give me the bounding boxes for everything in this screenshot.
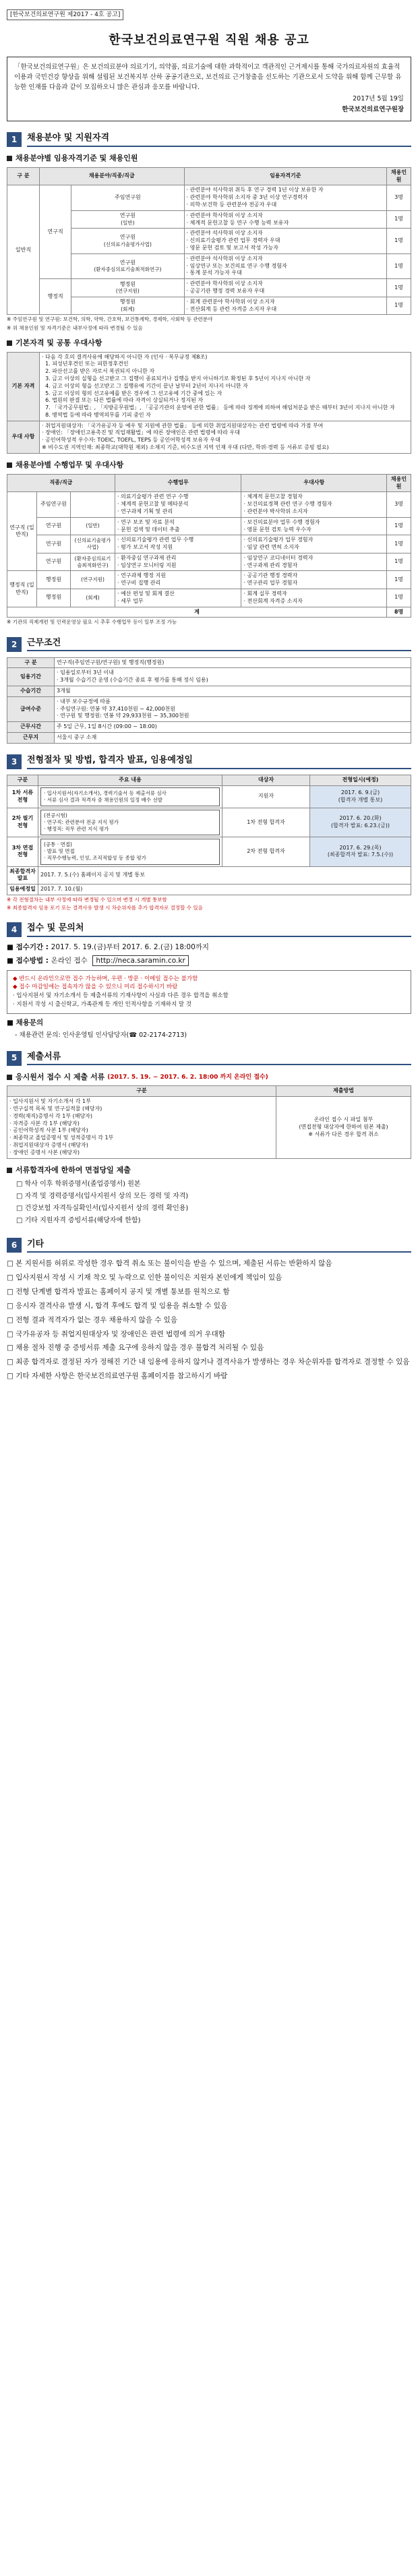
- field-sub: (일반): [71, 517, 115, 535]
- track-cell: 연구직 (일반직): [7, 492, 37, 571]
- row-item: · 다음 각 호의 결격사유에 해당하지 아니한 자 (인사 · 복무규정 제8조): [42, 353, 208, 360]
- qualification-notes: [7, 316, 411, 331]
- intro-text: 「한국보건의료연구원」은 보건의료분야 의료기기, 의약품, 의료기술에 대한 과학적이고 객관적인 근거제시를 통해 국가의료자원의 효율적 이용과 국민건강 향상을 위해 설립된 보건복지부 산하 공공기관으로, 보건의료 근거창출을 선도하는 기관으로서 도약을 위해 함께 근무할 유능한 인재를 다음과 같이 모집하오니 많은 관심과 응모를 바랍니다.: [14, 63, 402, 91]
- table-row: [7, 589, 411, 607]
- field-sub: (환자중심의료기술최적화연구): [94, 266, 162, 273]
- target-cell: 지원자: [222, 785, 310, 808]
- table-header: 대상자: [222, 775, 310, 785]
- field-sub: (회계): [121, 305, 135, 312]
- subsection-basic-head: [7, 338, 411, 349]
- section-3-title: 전형절차 및 방법, 합격자 발표, 임용예정일: [27, 754, 411, 769]
- field-name: 행정원: [119, 299, 136, 305]
- apply-period-value: 2017. 5. 19.(금)부터 2017. 6. 2.(금) 18:00까지: [51, 943, 210, 952]
- count-cell: 1명: [387, 229, 411, 253]
- table-row: [7, 696, 411, 721]
- row-label: 근무지: [7, 732, 55, 743]
- table-header: 제출방법: [276, 1086, 411, 1097]
- inquiry-head: [7, 1018, 411, 1027]
- square-bullet-icon: ■: [7, 1018, 16, 1027]
- table-header: 구분: [7, 775, 38, 785]
- row-value: 서울시 중구 소재: [55, 732, 411, 743]
- track-cell: 연구직: [40, 185, 71, 279]
- square-bullet-icon: [7, 1075, 12, 1080]
- row-label: 급여수준: [7, 696, 55, 721]
- table-row: [7, 571, 411, 589]
- pref-cell: · 회계 실무 경력자 · 전산회계 자격증 소지자: [241, 589, 387, 607]
- criteria-cell: · 관련분야 학사학위 이상 소지자 · 체계적 문헌고찰 등 연구 수행 능력 보유자: [184, 210, 386, 229]
- stage-cell: 3차 면접전형: [7, 837, 38, 866]
- count-cell: 1명: [387, 571, 411, 589]
- content-box: (공통 · 면접) · 발표 및 면접 · 직무수행능력, 인성, 조직적합성 등 종합 평가: [40, 839, 220, 864]
- count-cell: 1명: [387, 589, 411, 607]
- section-4-number: 4: [7, 922, 22, 937]
- row-item: · 장애인: 「장애인고용촉진 및 직업재활법」에 따른 장애인은 관련 법령에 따라 우대: [42, 429, 240, 436]
- row-value: · 내부 보수규정에 따름 · 주임연구원: 연봉 약 37,410천원 ~ 42,000천원 · 연구원 및 행정원: 연봉 약 29,933천원 ~ 35,300천원: [55, 696, 411, 721]
- announcement-signer: 한국보건의료연구원장: [342, 106, 404, 114]
- row-value: 연구직(주임연구원/연구원) 및 행정직(행정원): [55, 657, 411, 668]
- apply-method-label: 접수방법: [16, 957, 44, 965]
- table-row: [7, 492, 411, 517]
- table-row: [7, 668, 411, 686]
- table-header: 채용인원: [387, 474, 411, 492]
- field-cell: [71, 253, 184, 278]
- table-row: [7, 421, 411, 453]
- work-condition-table: [7, 657, 411, 744]
- content-cell: [38, 808, 222, 837]
- duty-table: [7, 474, 411, 618]
- field-cell: [71, 279, 184, 297]
- criteria-cell: · 관련분야 석사학위 이상 소지자 · 신의료기술평가 관련 업무 경력자 우대 · 영문 문헌 검토 및 보고서 작성 가능자: [184, 229, 386, 253]
- table-row: [7, 785, 411, 808]
- row-label: 구 분: [7, 657, 55, 668]
- row-item: 4. 금고 이상의 형을 선고받고 그 집행유예 기간이 끝난 날부터 2년이 지나지 아니한 자: [42, 382, 248, 389]
- list-item: □ 건강보험 자격득실확인서(입사지원서 상의 경력 확인용): [16, 1205, 189, 1213]
- intro-box: [7, 57, 411, 121]
- table-row: [7, 808, 411, 837]
- table-header: 우대사항: [241, 474, 387, 492]
- row-item: 1. 피성년후견인 또는 피한정후견인: [42, 361, 129, 367]
- inquiry-title: 채용문의: [16, 1018, 44, 1027]
- count-cell: 3명: [387, 492, 411, 517]
- square-bullet-icon: [7, 1168, 12, 1173]
- section-6-number: 6: [7, 1238, 22, 1253]
- table-note: ※ 주임연구원 및 연구원: 보건학, 의학, 약학, 간호학, 보건통계학, 경제학, 사회학 등 관련분야: [7, 316, 213, 323]
- section-5-head: [7, 1051, 411, 1066]
- section-4-title: 접수 및 문의처: [27, 922, 411, 937]
- count-cell: 1명: [387, 535, 411, 553]
- target-cell: 2차 전형 합격자: [222, 837, 310, 866]
- row-item: 3. 금고 이상의 실형을 선고받고 그 집행이 종료되거나 집행을 받지 아니하기로 확정된 후 5년이 지나지 아니한 자: [42, 375, 311, 382]
- criteria-cell: · 회계 관련분야 학사학위 이상 소지자 · 전산회계 등 관련 자격증 소지자 우대: [184, 297, 386, 315]
- notice-item: · 지원서 작성 시 출신학교, 가족관계 등 개인 인적사항을 기재하지 말 것: [13, 1000, 192, 1008]
- duty-cell: · 연구과제 행정 지원 · 연구비 집행 관리: [115, 571, 241, 589]
- list-item: □ 국가유공자 등 취업지원대상자 및 장애인은 관련 법령에 의거 우대함: [7, 1329, 225, 1338]
- row-value: 주 5일 근무, 1일 8시간 (09:00 ~ 18:00): [55, 722, 411, 733]
- section-6-title: 기타: [27, 1238, 411, 1253]
- table-row: [7, 732, 411, 743]
- field-cell: [71, 185, 184, 210]
- document-item: · 공인어학성적 사본 1부 (해당자): [9, 1127, 88, 1134]
- field-sub: (회계): [71, 589, 115, 607]
- field-name: 연구원: [37, 535, 71, 553]
- document-item: · 경력(재직)증명서 각 1부 (해당자): [9, 1112, 93, 1119]
- row-item: 7. 「국가공무원법」, 「지방공무원법」, 「공공기관의 운영에 관한 법률」 등에 따라 징계에 의하여 해임처분을 받은 때부터 3년이 지나지 아니한 자: [42, 405, 395, 411]
- row-value: 3개월: [55, 686, 411, 696]
- list-item: □ 기타 자세한 사항은 한국보건의료연구원 홈페이지를 참고하시기 바람: [7, 1372, 228, 1381]
- row-item: 2. 파산선고를 받은 자로서 복권되지 아니한 자: [42, 368, 155, 375]
- section-2-head: [7, 637, 411, 652]
- subsection-highlight: (2017. 5. 19. ~ 2017. 6. 2. 18:00 까지 온라인 접수): [107, 1073, 268, 1081]
- table-row: [7, 686, 411, 696]
- row-item: 5. 금고 이상의 형의 선고유예를 받은 경우에 그 선고유예 기간 중에 있는 자: [42, 390, 222, 396]
- table-row: [7, 837, 411, 866]
- documents-list-cell: [7, 1097, 276, 1158]
- square-bullet-icon: [7, 156, 12, 161]
- apply-period: ■ 접수기간 : 2017. 5. 19.(금)부터 2017. 6. 2.(금) 18:00까지: [7, 943, 210, 952]
- date-cell: 2017. 6. 20.(화) (합격자 발표: 6.23.(금)): [310, 808, 411, 837]
- list-item: □ 채용 절차 진행 중 증빙서류 제출 요구에 응하지 않을 경우 불합격 처리될 수 있음: [7, 1344, 264, 1352]
- subsection-title: 기본자격 및 공통 우대사항: [16, 338, 102, 347]
- apply-url-link[interactable]: http://neca.saramin.co.kr: [92, 955, 188, 966]
- count-cell: 1명: [387, 297, 411, 315]
- row-item: 8. 병역법 등에 따라 병역의무를 기피 중인 자: [42, 411, 151, 418]
- total-value: 8명: [387, 607, 411, 618]
- field-name: 행정원: [119, 280, 136, 287]
- pref-cell: · 신의료기술평가 업무 경험자 · 임상 관련 면허 소지자: [241, 535, 387, 553]
- duty-cell: · 의료기술평가 관련 연구 수행 · 체계적 문헌고찰 및 메타분석 · 연구과제 기획 및 관리: [115, 492, 241, 517]
- document-item: · 자격증 사본 각 1부 (해당자): [9, 1120, 80, 1127]
- selection-process-table: [7, 775, 411, 895]
- section-1-head: [7, 132, 411, 147]
- row-content: [40, 421, 411, 453]
- announcement-date: 2017년 5월 19일: [353, 94, 404, 102]
- pref-cell: · 체계적 문헌고찰 경험자 · 보건의료정책 관련 연구 수행 경험자 · 관련분야 박사학위 소지자: [241, 492, 387, 517]
- track-cell: 행정직: [40, 279, 71, 315]
- subsection-title: 응시원서 접수 시 제출 서류: [16, 1072, 105, 1081]
- submit-method-cell: 온라인 접수 시 파일 첨부 (면접전형 대상자에 한하여 원본 제출) ※ 서류가 다른 경우 합격 취소: [276, 1097, 411, 1158]
- group-cell: 일반직: [7, 185, 40, 315]
- section-6-head: [7, 1238, 411, 1253]
- document-item: · 입사지원서 및 자기소개서 각 1부: [9, 1098, 91, 1105]
- square-bullet-icon: ■: [7, 957, 16, 965]
- document-item: · 연구실적 목록 및 연구실적물 (해당자): [9, 1105, 102, 1112]
- notice-item: ◆ 접수 마감일에는 접속자가 많을 수 있으니 미리 접수하시기 바람: [13, 984, 178, 991]
- field-cell: [71, 210, 184, 229]
- row-value: · 임용일로부터 3년 이내 · 3개월 수습기간 운영 (수습기간 종료 후 평가를 통해 정식 임용): [55, 668, 411, 686]
- table-row: [7, 553, 411, 571]
- content-cell: [38, 785, 222, 808]
- duty-cell: · 예산 편성 및 회계 결산 · 세무 업무: [115, 589, 241, 607]
- table-note: ※ 위 채용인원 및 자격기준은 내부사정에 따라 변경될 수 있음: [7, 324, 143, 331]
- field-name: 연구원: [37, 553, 71, 571]
- field-cell: [71, 297, 184, 315]
- field-cell: [71, 229, 184, 253]
- field-sub: (일반): [121, 219, 135, 226]
- list-item: □ 자격 및 경력증명서(입사지원서 상의 모든 경력 및 자격): [16, 1193, 189, 1201]
- start-date-label: 임용예정일: [7, 885, 38, 895]
- count-cell: 1명: [387, 517, 411, 535]
- section-2-title: 근무조건: [27, 637, 411, 652]
- field-name: 연구원: [119, 234, 136, 241]
- count-cell: 1명: [387, 553, 411, 571]
- count-cell: 1명: [387, 279, 411, 297]
- field-sub: (신의료기술평가사업): [71, 535, 115, 553]
- notice-item: ◆ 반드시 온라인으로만 접수 가능하며, 우편 · 방문 · 이메일 접수는 불가함: [13, 975, 198, 982]
- table-row: [7, 517, 411, 535]
- section-5-number: 5: [7, 1051, 22, 1066]
- section-5-title: 제출서류: [27, 1051, 411, 1066]
- table-row: [7, 535, 411, 553]
- final-announce-value: 2017. 7. 5.(수) 홈페이지 공지 및 개별 통보: [38, 866, 411, 885]
- table-row: [7, 657, 411, 668]
- target-cell: 1차 전형 합격자: [222, 808, 310, 837]
- documents-table: [7, 1085, 411, 1158]
- table-header: 구분: [7, 1086, 276, 1097]
- subsection-interview-docs-head: [7, 1166, 411, 1176]
- field-name: 주임연구원: [37, 492, 71, 517]
- table-header: 전형일시(예정): [310, 775, 411, 785]
- table-header: 구 분: [7, 167, 40, 185]
- duty-cell: · 환자중심 연구과제 관리 · 임상연구 모니터링 지원: [115, 553, 241, 571]
- field-name: 주임연구원: [115, 194, 141, 201]
- section-1-number: 1: [7, 132, 22, 147]
- subsection-docs-head: [7, 1073, 411, 1083]
- criteria-cell: · 관련분야 학사학위 이상 소지자 · 공공기관 행정 경력 보유자 우대: [184, 279, 386, 297]
- apply-method: ■ 접수방법 : 온라인 접수 http://neca.saramin.co.kr: [7, 956, 411, 965]
- row-item: · 취업지원대상자: 「국가유공자 등 예우 및 지원에 관한 법률」 등에 의한 취업지원대상자는 관련 법령에 따라 가점 부여: [42, 422, 324, 429]
- track-cell: 행정직 (일반직): [7, 571, 37, 607]
- row-label: 수습기간: [7, 686, 55, 696]
- stage-cell: 2차 필기전형: [7, 808, 38, 837]
- field-sub: (연구지원): [115, 288, 140, 295]
- table-header: 수행업무: [115, 474, 241, 492]
- section-1-title: 채용분야 및 지원자격: [27, 132, 411, 147]
- list-item: □ 학사 이후 학위증명서(졸업증명서) 원본: [16, 1180, 141, 1189]
- subsection-duty-head: [7, 460, 411, 471]
- criteria-cell: · 관련분야 석사학위 이상 소지자 · 임상연구 또는 보건의료 연구 수행 경험자 · 통계 분석 가능자 우대: [184, 253, 386, 278]
- table-row: [7, 722, 411, 733]
- list-item: □ 최종 합격자로 결정된 자가 정해진 기간 내 임용에 응하지 않거나 결격사유가 발생하는 경우 차순위자를 합격자로 결정할 수 있음: [7, 1358, 410, 1367]
- basic-qualification-table: [7, 352, 411, 454]
- table-note: ※ 최종합격자 임용 포기 또는 결격사유 발생 시 차순위자를 추가 합격자로 결정할 수 있음: [7, 905, 203, 911]
- pref-cell: · 공공기관 행정 경력자 · 연구관리 업무 경험자: [241, 571, 387, 589]
- subsection-title: 채용분야별 수행업무 및 우대사항: [16, 460, 124, 469]
- section-3-head: [7, 754, 411, 769]
- notice-item: · 입사지원서 및 자기소개서 등 제출서류의 기재사항이 사실과 다른 경우 합격을 취소함: [13, 992, 229, 1000]
- content-cell: [38, 837, 222, 866]
- square-bullet-icon: [7, 462, 12, 468]
- table-header: 임용자격기준: [184, 167, 386, 185]
- document-item: · 최종학교 졸업증명서 및 성적증명서 각 1부: [9, 1135, 114, 1141]
- pref-cell: · 임상연구 코디네이터 경력자 · 연구과제 관리 경험자: [241, 553, 387, 571]
- duty-cell: · 신의료기술평가 관련 업무 수행 · 평가 보고서 작성 지원: [115, 535, 241, 553]
- qualification-table: [7, 167, 411, 316]
- count-cell: 3명: [387, 185, 411, 210]
- date-cell: 2017. 6. 9.(금) (합격자 개별 통보): [310, 785, 411, 808]
- field-name: 연구원: [119, 212, 136, 219]
- apply-period-label: 접수기간: [16, 943, 44, 952]
- count-cell: 1명: [387, 253, 411, 278]
- content-box: (전공시험) · 연구직: 관련분야 전공 지식 평가 · 행정직: 직무 관련 지식 평가: [40, 810, 220, 835]
- field-name: 행정원: [37, 571, 71, 589]
- apply-notice-box: [7, 970, 411, 1014]
- row-content: [40, 352, 411, 421]
- row-item: 6. 법원의 판결 또는 다른 법률에 따라 자격이 상실되거나 정지된 자: [42, 397, 204, 404]
- row-item: ※ 비수도권 지역인재: 최종학교(대학원 제외) 소재지 기준, 비수도권 지역 인재 우대 (다만, 학위·경력 등 서류로 증빙 필요): [42, 444, 329, 451]
- table-header: 직종/직급: [7, 474, 115, 492]
- subsection-title: 서류합격자에 한하여 면접당일 제출: [16, 1165, 131, 1174]
- criteria-cell: · 관련분야 석사학위 취득 후 연구 경력 1년 이상 보유한 자 · 관련분야 학사학위 소지자 중 3년 이상 연구경력자 · 의학·보건학 등 관련분야 전공자 우대: [184, 185, 386, 210]
- interview-docs-list: [16, 1178, 411, 1227]
- table-row: [7, 185, 411, 210]
- square-bullet-icon: ■: [7, 943, 16, 952]
- section-4-head: [7, 922, 411, 937]
- content-box: · 입사지원서(자기소개서), 경력기술서 등 제출서류 심사 · 서류 심사 결과 적격자 중 채용인원의 일정 배수 선발: [40, 787, 220, 806]
- subsection-title: 채용분야별 임용자격기준 및 채용인원: [16, 154, 138, 163]
- document-item: · 취업지원대상자 증명서 (해당자): [9, 1141, 88, 1148]
- total-label: 계: [7, 607, 387, 618]
- list-item: □ 본 지원서를 허위로 작성한 경우 합격 취소 또는 불이익을 받을 수 있으며, 제출된 서류는 반환하지 않음: [7, 1259, 332, 1268]
- subsection-qualification-head: [7, 154, 411, 164]
- page-title: 한국보건의료연구원 직원 채용 공고: [109, 33, 309, 48]
- square-bullet-icon: [7, 340, 12, 346]
- field-sub: (연구지원): [71, 571, 115, 589]
- document-item: · 장애인 증명서 사본 (해당자): [9, 1149, 80, 1156]
- stage-cell: 1차 서류전형: [7, 785, 38, 808]
- pref-cell: · 보건의료분야 업무 수행 경험자 · 영문 문헌 검토 능력 우수자: [241, 517, 387, 535]
- table-row: [7, 352, 411, 421]
- section-2-number: 2: [7, 637, 22, 652]
- table-header: 채용분야/직종/직급: [40, 167, 185, 185]
- field-name: 연구원: [37, 517, 71, 535]
- list-item: □ 전형 단계별 합격자 발표는 홈페이지 공지 및 개별 통보를 원칙으로 함: [7, 1288, 230, 1296]
- list-item: □ 입사지원서 작성 시 기재 착오 및 누락으로 인한 불이익은 지원자 본인에게 책임이 있음: [7, 1274, 282, 1282]
- apply-method-value: 온라인 접수: [51, 957, 88, 965]
- field-sub: [71, 492, 115, 517]
- row-label: 임용기간: [7, 668, 55, 686]
- row-item: · 공인어학성적 우수자: TOEIC, TOEFL, TEPS 등 공인어학성적 보유자 우대: [42, 437, 220, 444]
- table-header: 주요 내용: [38, 775, 222, 785]
- row-label: 우대 사항: [7, 421, 40, 453]
- table-header: 채용인원: [387, 167, 411, 185]
- row-label: 근무시간: [7, 722, 55, 733]
- list-item: □ 응시자 결격사유 발생 시, 합격 후에도 합격 및 임용을 취소할 수 있음: [7, 1301, 228, 1310]
- field-sub: (신의료기술평가사업): [103, 241, 152, 247]
- date-cell: 2017. 6. 29.(목) (최종합격자 발표: 7.5.(수)): [310, 837, 411, 866]
- section-3-number: 3: [7, 754, 22, 769]
- table-row: [7, 279, 411, 297]
- announcement-tag: [한국보건의료연구원 제2017 - 4호 공고]: [7, 9, 123, 20]
- duty-cell: · 연구 보조 및 자료 분석 · 문헌 검색 및 데이터 추출: [115, 517, 241, 535]
- row-label: 기본 자격: [7, 352, 40, 421]
- etc-list: [7, 1258, 411, 1383]
- list-item: □ 기타 지원자격 증빙서류(해당자에 한함): [16, 1217, 141, 1225]
- count-cell: 1명: [387, 210, 411, 229]
- list-item: □ 전형 결과 적격자가 없는 경우 채용하지 않을 수 있음: [7, 1315, 177, 1324]
- table-note: ※ 기관의 직제개편 및 인력운영상 필요 시 추후 수행업무 등이 일부 조정 가능: [7, 619, 177, 626]
- final-announce-label: 최종합격자 발표: [7, 866, 38, 885]
- table-note: ※ 각 전형절차는 내부 사정에 따라 변경될 수 있으며 변경 시 개별 통보함: [7, 896, 167, 903]
- field-sub: (환자중심의료기술최적화연구): [71, 553, 115, 571]
- field-name: 연구원: [119, 259, 136, 266]
- start-date-value: 2017. 7. 10.(월): [38, 885, 411, 895]
- field-name: 행정원: [37, 589, 71, 607]
- inquiry-contact: - 채용관련 문의: 인사운영팀 인사담당자(☎ 02-2174-2713): [15, 1031, 187, 1039]
